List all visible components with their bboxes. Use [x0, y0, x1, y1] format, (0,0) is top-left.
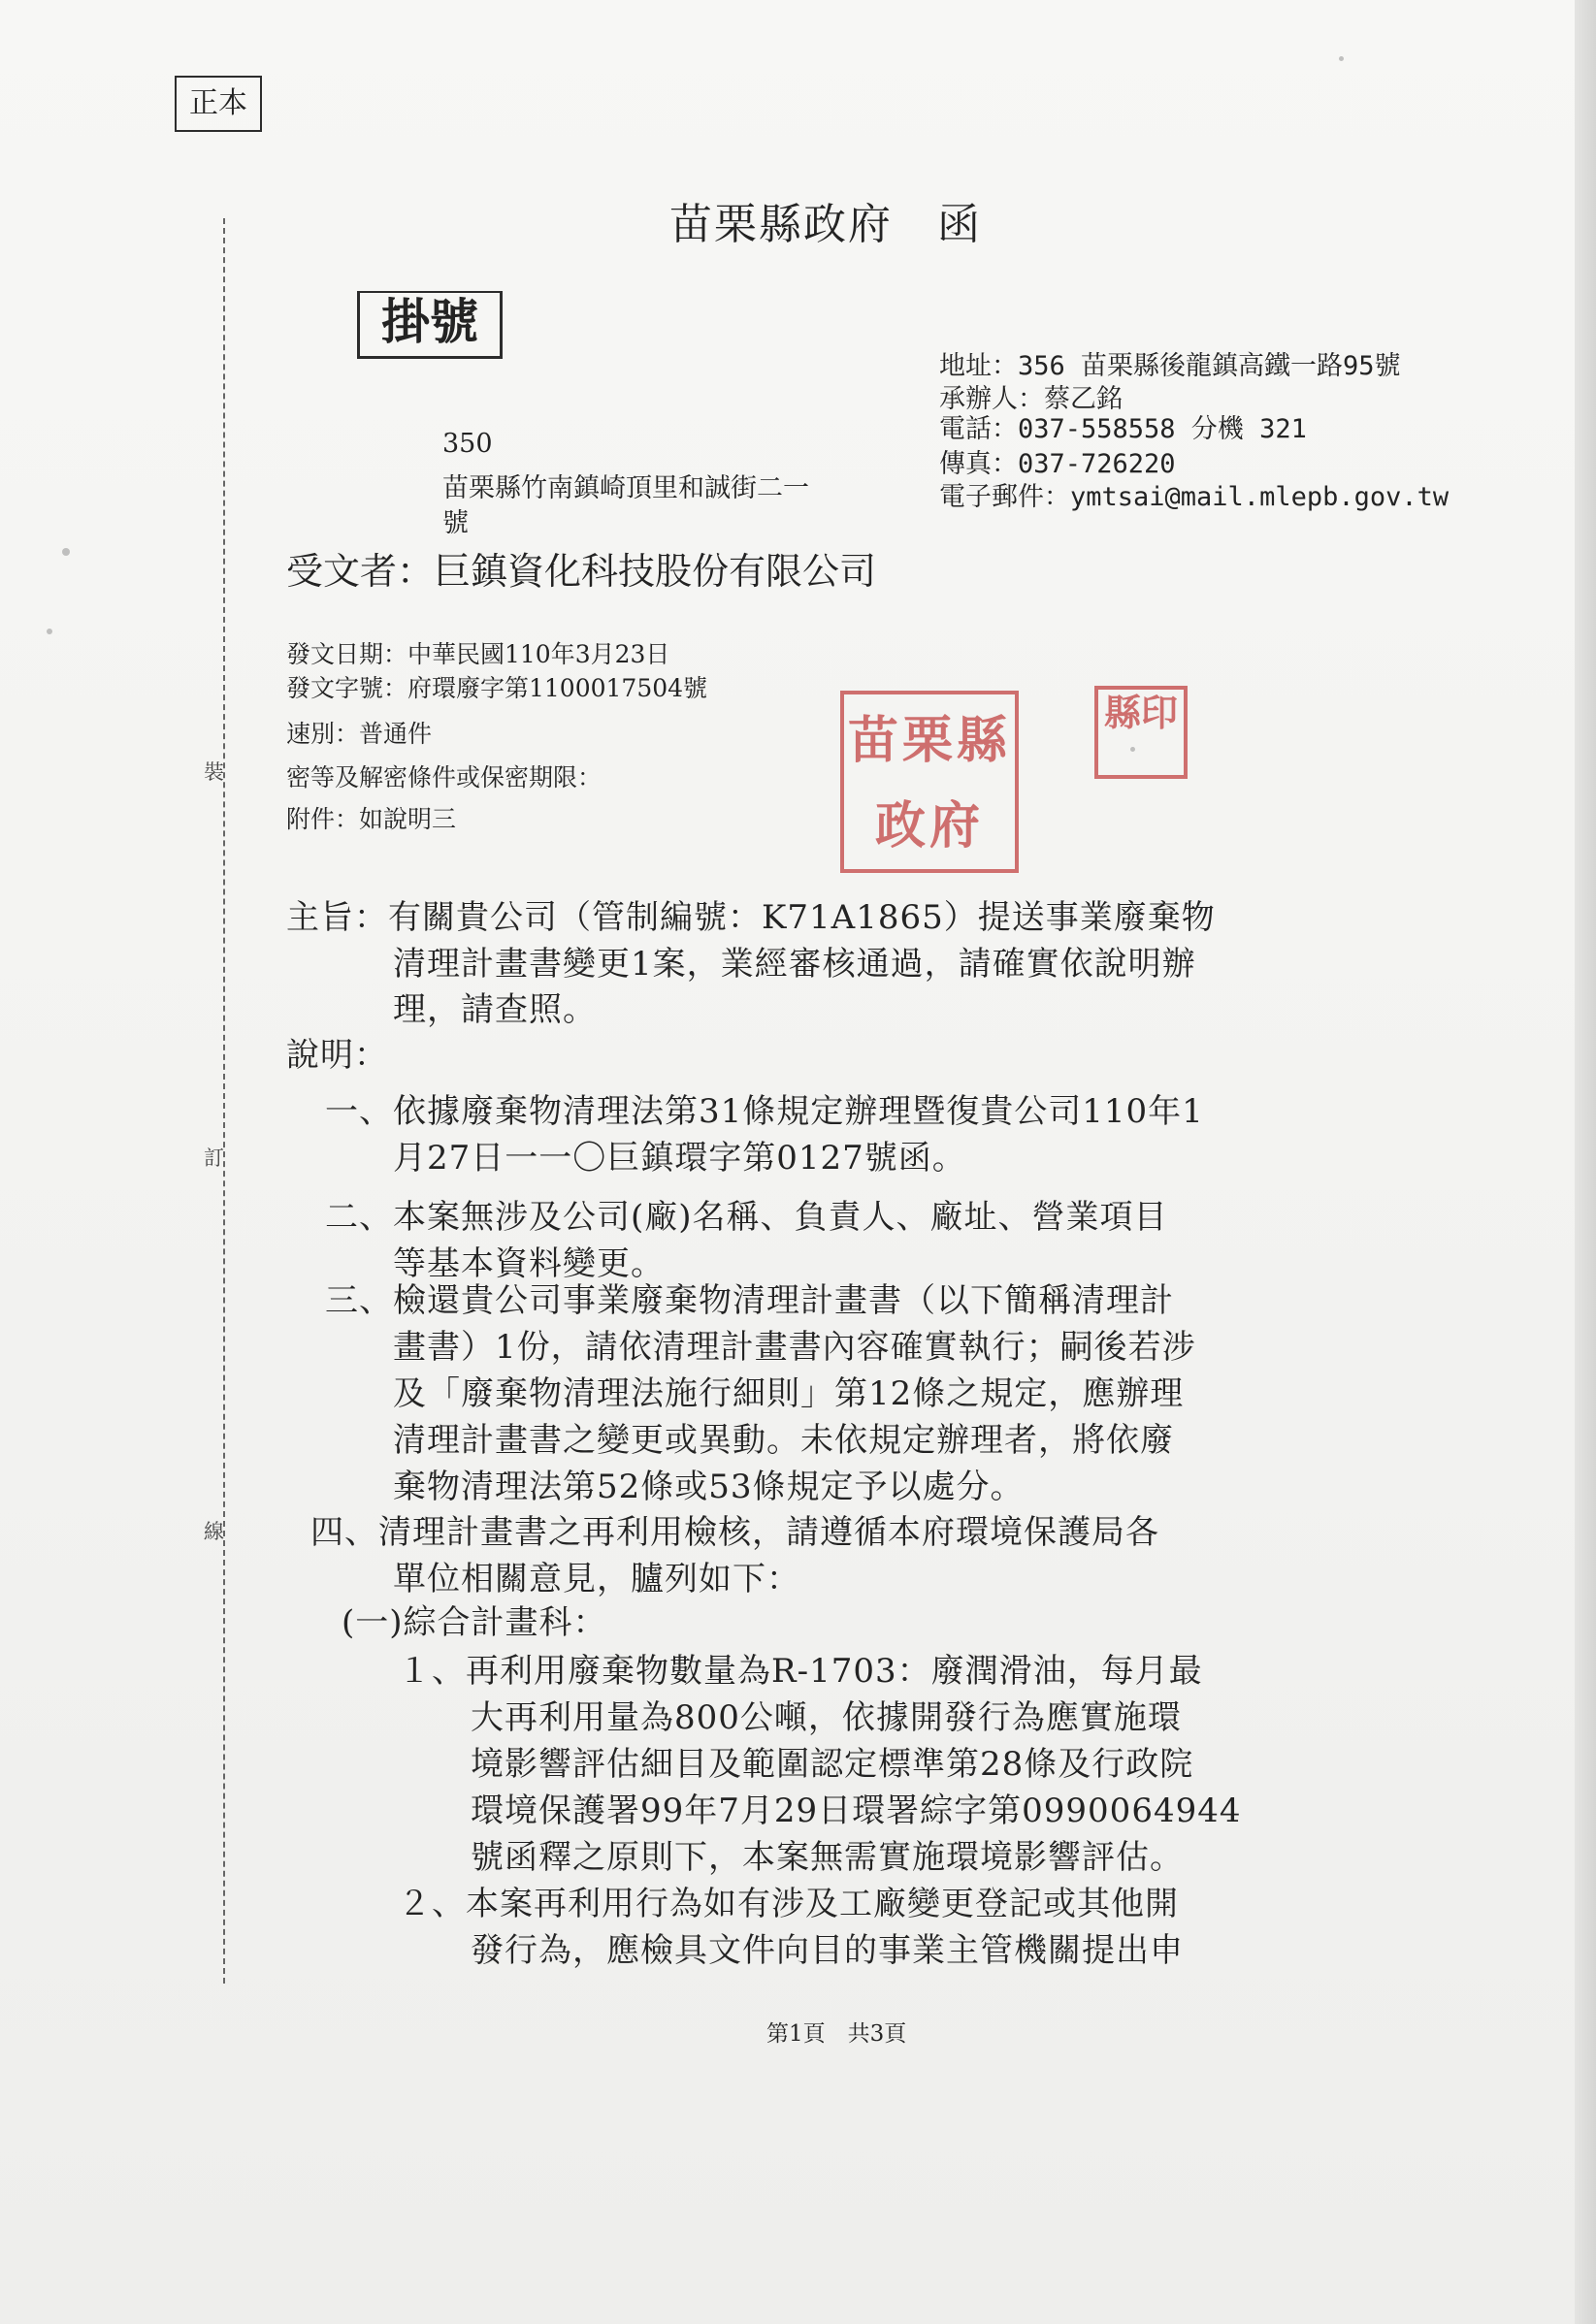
numbered-1-line-5: 號函釋之原則下，本案無需實施環境影響評估。: [471, 1838, 1184, 1877]
numbered-1-line-3: 境影響評估細目及範圍認定標準第28條及行政院: [471, 1745, 1194, 1784]
binding-dashed-line: [223, 218, 225, 1984]
original-copy-mark: 正本: [175, 76, 262, 132]
item-4-line-1: 四、清理計畫書之再利用檢核，請遵循本府環境保護局各: [310, 1513, 1159, 1552]
sender-fax: 傳真：037-726220: [939, 449, 1176, 479]
scan-smudge: [47, 629, 52, 634]
item-3-line-4: 清理計畫書之變更或異動。未依規定辦理者，將依廢: [393, 1421, 1174, 1460]
sender-phone: 電話：037-558558 分機 321: [939, 414, 1307, 444]
explanation-label: 說明：: [286, 1036, 388, 1075]
page-edge: [1575, 0, 1596, 2324]
item-1-line-1: 一、依據廢棄物清理法第31條規定辦理暨復貴公司110年1: [325, 1092, 1204, 1131]
binding-mark-2: 訂: [204, 1146, 224, 1170]
government-seal-small: 縣印: [1094, 686, 1188, 779]
item-3-line-3: 及「廢棄物清理法施行細則」第12條之規定，應辦理: [393, 1374, 1185, 1413]
numbered-1-line-2: 大再利用量為800公噸，依據開發行為應實施環: [471, 1698, 1182, 1737]
security-level: 密等及解密條件或保密期限：: [286, 763, 603, 791]
binding-mark-1: 裝: [204, 760, 224, 784]
numbered-2-line-2: 發行為，應檢具文件向目的事業主管機關提出申: [471, 1931, 1184, 1970]
subject-line-2: 清理計畫書變更1案，業經審核通過，請確實依說明辦: [393, 945, 1196, 984]
registered-mail-stamp: 掛號: [357, 291, 503, 359]
scan-smudge: [1339, 56, 1344, 61]
subject-line-3: 理，請查照。: [393, 990, 597, 1029]
recipient-zip: 350: [442, 429, 493, 459]
sender-address: 地址：356 苗栗縣後龍鎮高鐵一路95號: [939, 351, 1401, 381]
item-2-line-1: 二、本案無涉及公司(廠)名稱、負責人、廠址、營業項目: [325, 1198, 1168, 1237]
sub-item-1-heading: (一)綜合計畫科：: [342, 1603, 607, 1642]
government-seal-large: 苗栗縣政府: [840, 691, 1019, 873]
subject-line-1: 主旨：有關貴公司（管制編號：K71A1865）提送事業廢棄物: [286, 898, 1216, 937]
page-number-footer: 第1頁 共3頁: [766, 2021, 907, 2047]
sender-email: 電子郵件：ymtsai@mail.mlepb.gov.tw: [939, 482, 1449, 512]
issue-date: 發文日期：中華民國110年3月23日: [286, 640, 670, 668]
item-3-line-1: 三、檢還貴公司事業廢棄物清理計畫書（以下簡稱清理計: [325, 1281, 1174, 1320]
item-3-line-2: 畫書）1份，請依清理計畫書內容確實執行；嗣後若涉: [393, 1328, 1196, 1367]
item-2-line-2: 等基本資料變更。: [393, 1244, 665, 1283]
item-4-line-2: 單位相關意見，臚列如下：: [393, 1560, 800, 1598]
numbered-2-line-1: ２、本案再利用行為如有涉及工廠變更登記或其他開: [398, 1885, 1179, 1923]
recipient-address-line2: 號: [442, 508, 469, 538]
numbered-1-line-1: １、再利用廢棄物數量為R-1703：廢潤滑油，每月最: [398, 1652, 1203, 1691]
recipient-name: 受文者：巨鎮資化科技股份有限公司: [286, 550, 877, 593]
document-title: 苗栗縣政府 函: [669, 200, 982, 249]
item-1-line-2: 月27日一一〇巨鎮環字第0127號函。: [393, 1139, 966, 1178]
item-3-line-5: 棄物清理法第52條或53條規定予以處分。: [393, 1468, 1025, 1506]
scan-smudge: [62, 548, 70, 556]
sender-handler: 承辦人：蔡乙銘: [939, 384, 1123, 414]
recipient-address-line1: 苗栗縣竹南鎮崎頂里和誠街二一: [442, 473, 809, 503]
attachment-note: 附件：如說明三: [286, 805, 457, 833]
binding-mark-3: 線: [204, 1520, 224, 1543]
numbered-1-line-4: 環境保護署99年7月29日環署綜字第0990064944: [471, 1791, 1242, 1830]
delivery-speed: 速別：普通件: [286, 720, 433, 748]
document-number: 發文字號：府環廢字第1100017504號: [286, 674, 708, 702]
scan-smudge: [1130, 747, 1135, 752]
